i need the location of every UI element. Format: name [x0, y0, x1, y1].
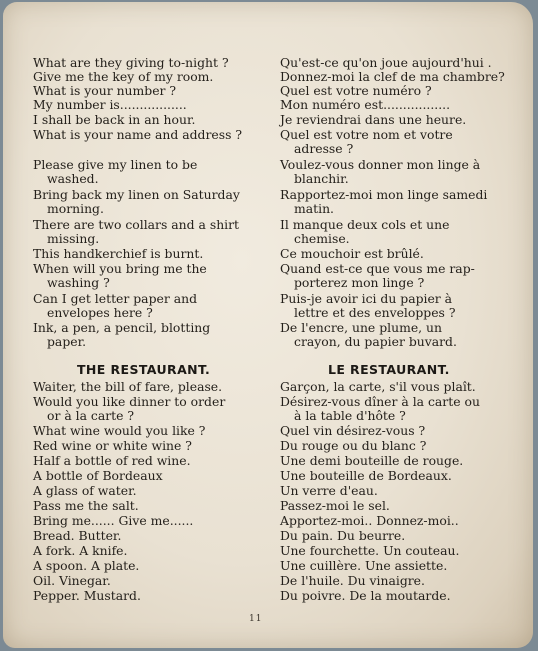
- english-line: What is your name and address ?: [33, 127, 243, 142]
- french-line: Il manque deux cols et une: [280, 217, 450, 232]
- english-line: envelopes here ?: [47, 305, 153, 320]
- french-line: Apportez-moi.. Donnez-moi..: [280, 513, 459, 528]
- french-line: Quand est-ce que vous me rap-: [280, 261, 475, 276]
- english-line: Can I get letter paper and: [33, 291, 197, 306]
- french-line: Quel est votre nom et votre: [280, 127, 453, 142]
- english-line: Ink, a pen, a pencil, blotting: [33, 320, 211, 335]
- french-line: chemise.: [294, 231, 350, 246]
- french-line: Je reviendrai dans une heure.: [280, 112, 467, 127]
- english-line: My number is.................: [33, 97, 187, 112]
- french-line: Un verre d'eau.: [280, 483, 378, 498]
- french-line: Qu'est-ce qu'on joue aujourd'hui .: [280, 55, 492, 70]
- section-heading: LE RESTAURANT.: [328, 362, 450, 377]
- page-number: 11: [249, 614, 263, 624]
- french-line: porterez mon linge ?: [294, 275, 425, 290]
- french-line: Une bouteille de Bordeaux.: [280, 468, 452, 483]
- english-line: Bring me...... Give me......: [33, 513, 194, 528]
- french-line: Une fourchette. Un couteau.: [280, 543, 460, 558]
- english-line: A spoon. A plate.: [33, 558, 140, 573]
- french-line: Désirez-vous dîner à la carte ou: [280, 394, 480, 409]
- english-line: Give me the key of my room.: [33, 69, 214, 84]
- french-line: Passez-moi le sel.: [280, 498, 390, 513]
- french-line: Garçon, la carte, s'il vous plaît.: [280, 379, 476, 394]
- french-line: lettre et des enveloppes ?: [294, 305, 456, 320]
- english-line: A fork. A knife.: [33, 543, 128, 558]
- english-line: Pass me the salt.: [33, 498, 139, 513]
- french-line: Puis-je avoir ici du papier à: [280, 291, 453, 306]
- french-line: à la table d'hôte ?: [294, 408, 406, 423]
- english-line: Bring back my linen on Saturday: [33, 187, 240, 202]
- english-line: I shall be back in an hour.: [33, 112, 196, 127]
- english-line: Red wine or white wine ?: [33, 438, 192, 453]
- english-line: Oil. Vinegar.: [33, 573, 111, 588]
- english-line: or à la carte ?: [47, 408, 135, 423]
- english-line: What is your number ?: [33, 83, 177, 98]
- french-line: Du poivre. De la moutarde.: [280, 588, 451, 603]
- french-line: Mon numéro est.................: [280, 97, 451, 112]
- english-line: What wine would you like ?: [33, 423, 206, 438]
- french-line: De l'huile. Du vinaigre.: [280, 573, 425, 588]
- english-line: washing ?: [47, 275, 110, 290]
- english-line: Half a bottle of red wine.: [33, 453, 191, 468]
- french-line: adresse ?: [294, 141, 354, 156]
- english-line: Would you like dinner to order: [33, 394, 226, 409]
- french-line: Rapportez-moi mon linge samedi: [280, 187, 488, 202]
- section-heading: THE RESTAURANT.: [77, 362, 211, 377]
- french-line: Quel est votre numéro ?: [280, 83, 432, 98]
- english-line: missing.: [47, 231, 100, 246]
- french-line: Une demi bouteille de rouge.: [280, 453, 464, 468]
- french-column: [280, 2, 520, 648]
- english-column: [33, 2, 273, 648]
- english-line: Bread. Butter.: [33, 528, 122, 543]
- french-line: Voulez-vous donner mon linge à: [280, 157, 481, 172]
- english-line: paper.: [47, 334, 87, 349]
- english-line: When will you bring me the: [33, 261, 207, 276]
- english-line: What are they giving to-night ?: [33, 55, 229, 70]
- french-line: Du pain. Du beurre.: [280, 528, 406, 543]
- french-line: Donnez-moi la clef de ma chambre?: [280, 69, 505, 84]
- french-line: De l'encre, une plume, un: [280, 320, 442, 335]
- french-line: Une cuillère. Une assiette.: [280, 558, 448, 573]
- french-line: blanchir.: [294, 171, 349, 186]
- french-line: Quel vin désirez-vous ?: [280, 423, 426, 438]
- french-line: crayon, du papier buvard.: [294, 334, 457, 349]
- english-line: Pepper. Mustard.: [33, 588, 141, 603]
- english-line: Please give my linen to be: [33, 157, 198, 172]
- french-line: matin.: [294, 201, 334, 216]
- french-line: Ce mouchoir est brûlé.: [280, 246, 424, 261]
- english-line: A glass of water.: [33, 483, 137, 498]
- english-line: Waiter, the bill of fare, please.: [33, 379, 223, 394]
- french-line: Du rouge ou du blanc ?: [280, 438, 427, 453]
- english-line: This handkerchief is burnt.: [33, 246, 204, 261]
- english-line: washed.: [47, 171, 99, 186]
- booklet-page: [3, 2, 533, 648]
- english-line: morning.: [47, 201, 104, 216]
- english-line: A bottle of Bordeaux: [33, 468, 163, 483]
- english-line: There are two collars and a shirt: [33, 217, 240, 232]
